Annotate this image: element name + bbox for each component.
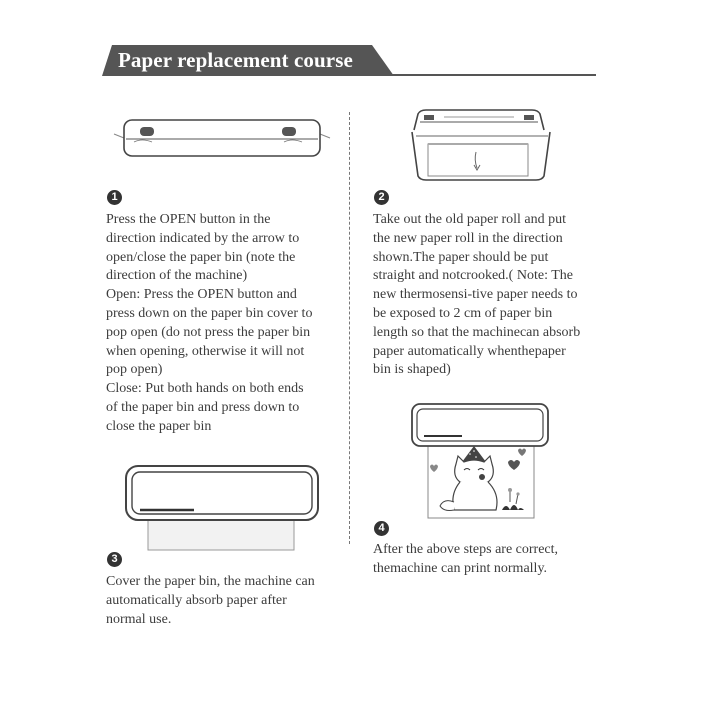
step-1-line: pop open (do not press the paper bin (106, 324, 311, 340)
step-1-line: Close: Put both hands on both ends (106, 381, 304, 397)
title-rule (386, 74, 596, 76)
step-2-line: straight and notcrooked.( Note: The (373, 268, 573, 284)
printer-open-bin-icon (404, 108, 554, 188)
step-4-line: themachine can print normally. (373, 560, 548, 576)
column-divider (349, 112, 350, 544)
step-2-line: the new paper roll in the direction (373, 230, 563, 246)
step-number-4: 4 (374, 521, 389, 536)
step-1-line: pop open) (106, 362, 163, 378)
step-2-text (373, 211, 580, 380)
step-2-line: shown.The paper should be put (373, 249, 549, 265)
step-number-1: 1 (107, 190, 122, 205)
step-number-2: 2 (374, 190, 389, 205)
step-1-line: Press the OPEN button in the (106, 212, 271, 227)
step-1-line: direction of the machine) (106, 268, 248, 284)
printer-printing-cat-icon (410, 402, 550, 520)
step-number-3: 3 (107, 552, 122, 567)
step-2-line: new thermosensi-tive paper needs to (373, 287, 578, 303)
page-title: Paper replacement course (118, 48, 353, 72)
printer-top-view-icon (112, 116, 332, 160)
step-1-line: Open: Press the OPEN button and (106, 287, 297, 303)
step-2-line: bin is shaped) (373, 362, 451, 378)
step-1-line: press down on the paper bin cover to (106, 305, 313, 321)
step-2-line: Take out the old paper roll and put (373, 212, 567, 227)
step-2-line: paper automatically whenthepaper (373, 343, 566, 359)
step-4-line: After the above steps are correct, (373, 542, 559, 557)
step-4-text (373, 541, 558, 579)
step-3-line: normal use. (106, 611, 172, 627)
step-3-line: Cover the paper bin, the machine can (106, 574, 315, 589)
step-1-line: of the paper bin and press down to (106, 399, 300, 415)
printer-closed-icon (124, 464, 320, 552)
step-3-text (106, 573, 315, 629)
step-2-line: be exposed to 2 cm of paper bin (373, 305, 553, 321)
step-1-text (106, 211, 312, 437)
step-1-line: open/close the paper bin (note the (106, 249, 296, 265)
step-1-line: direction indicated by the arrow to (106, 230, 300, 246)
step-1-line: when opening, otherwise it will not (106, 343, 305, 359)
step-3-line: automatically absorb paper after (106, 592, 287, 608)
step-2-line: length so that the machinecan absorb (373, 324, 581, 340)
step-1-line: close the paper bin (106, 418, 212, 434)
